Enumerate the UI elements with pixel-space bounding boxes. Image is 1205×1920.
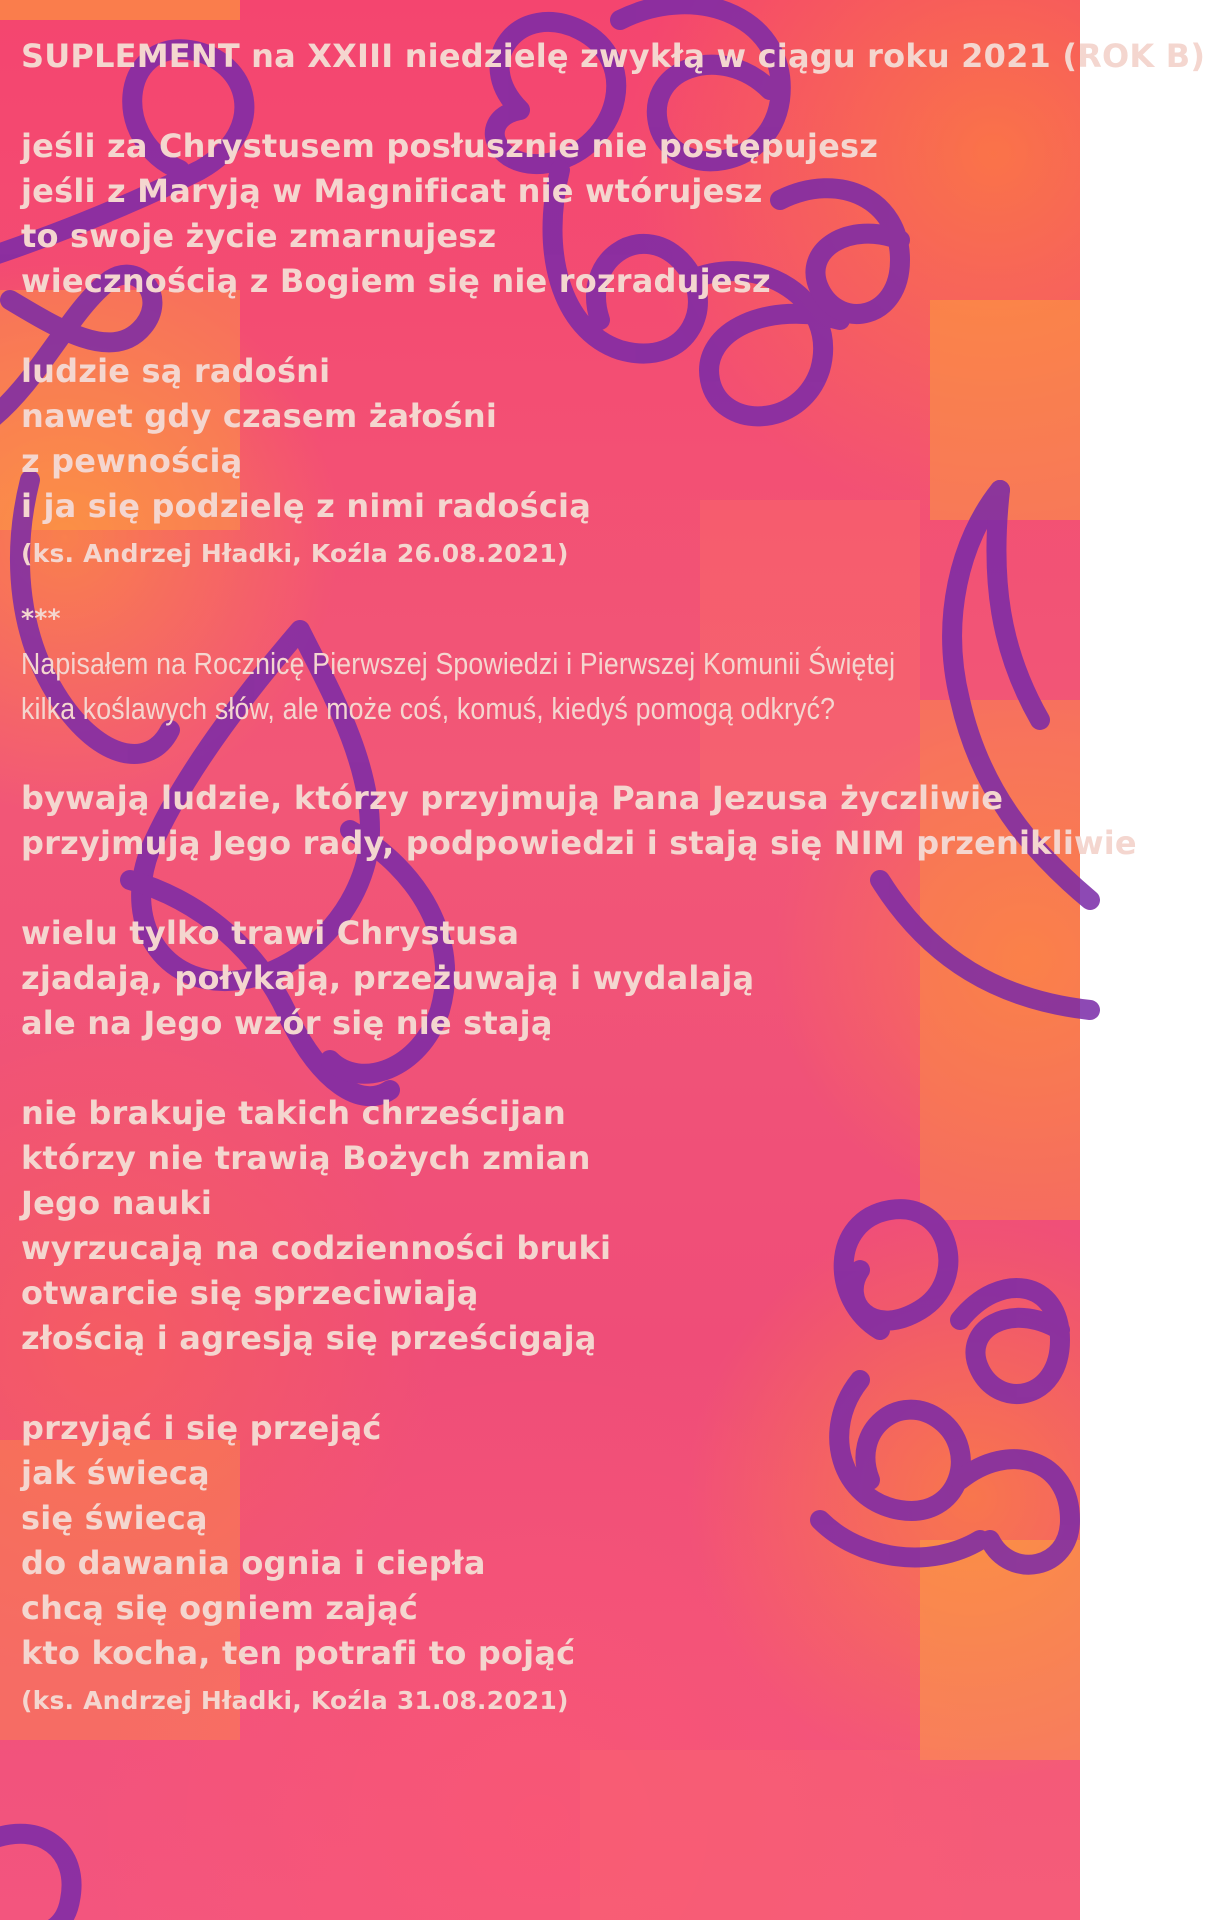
verse-line: chcą się ogniem zająć [21,1589,419,1627]
stanza-gap [21,866,1071,911]
stanza-5 [21,1091,1071,1361]
stanza-gap [21,1361,1071,1406]
signature-1: (ks. Andrzej Hładki, Koźla 26.08.2021) [21,539,569,568]
verse-line: Jego nauki [21,1184,213,1222]
poem-title: SUPLEMENT na XXIII niedzielę zwykłą w ciągu roku 2021 (ROK B) [21,37,1205,75]
verse-line: przyjąć i się przejąć [21,1409,382,1447]
verse-line: się świecą [21,1499,208,1537]
intro-line: Napisałem na Rocznicę Pierwszej Spowiedzi i Pierwszej Komunii Świętej [21,646,896,681]
stanza-4 [21,911,1071,1046]
verse-line: do dawania ognia i ciepła [21,1544,486,1582]
verse-line: nie brakuje takich chrześcijan [21,1094,566,1132]
verse-line: jeśli z Maryją w Magnificat nie wtórujesz [21,172,763,210]
verse-line: zjadają, połykają, przeżuwają i wydalają [21,959,755,997]
verse-line: ale na Jego wzór się nie stają [21,1004,553,1042]
intro-line: kilka koślawych słów, ale może coś, komuś, kiedyś pomogą odkryć? [21,691,836,726]
verse-line: ludzie są radośni [21,352,331,390]
verse-line: nawet gdy czasem żałośni [21,397,497,435]
stanza-3 [21,776,1137,866]
verse-line: złością i agresją się prześcigają [21,1319,597,1357]
stanza-gap [21,304,1071,349]
stanza-2 [21,349,1071,529]
verse-line: bywają ludzie, którzy przyjmują Pana Jezusa życzliwie [21,779,1004,817]
section-separator: *** [21,604,61,633]
verse-line: wielu tylko trawi Chrystusa [21,914,520,952]
verse-line: którzy nie trawią Bożych zmian [21,1139,591,1177]
verse-line: otwarcie się sprzeciwiają [21,1274,479,1312]
verse-line: jeśli za Chrystusem posłusznie nie postępujesz [21,127,879,165]
verse-line: wyrzucają na codzienności bruki [21,1229,612,1267]
stanza-gap [21,731,1071,776]
verse-line: kto kocha, ten potrafi to pojąć [21,1634,576,1672]
verse-line: przyjmują Jego rady, podpowiedzi i stają się NIM przenikliwie [21,824,1137,862]
poem-text [21,34,1205,1723]
verse-line: jak świecą [21,1454,210,1492]
signature-2: (ks. Andrzej Hładki, Koźla 31.08.2021) [21,1686,569,1715]
verse-line: z pewnością [21,442,243,480]
stanza-1 [21,124,1071,304]
verse-line: wiecznością z Bogiem się nie rozradujesz [21,262,771,300]
intro [21,641,1071,731]
stanza-gap [21,1046,1071,1091]
verse-line: i ja się podzielę z nimi radością [21,487,591,525]
stanza-6 [21,1406,1071,1676]
verse-line: to swoje życie zmarnujesz [21,217,497,255]
stanza-gap [21,79,1071,124]
